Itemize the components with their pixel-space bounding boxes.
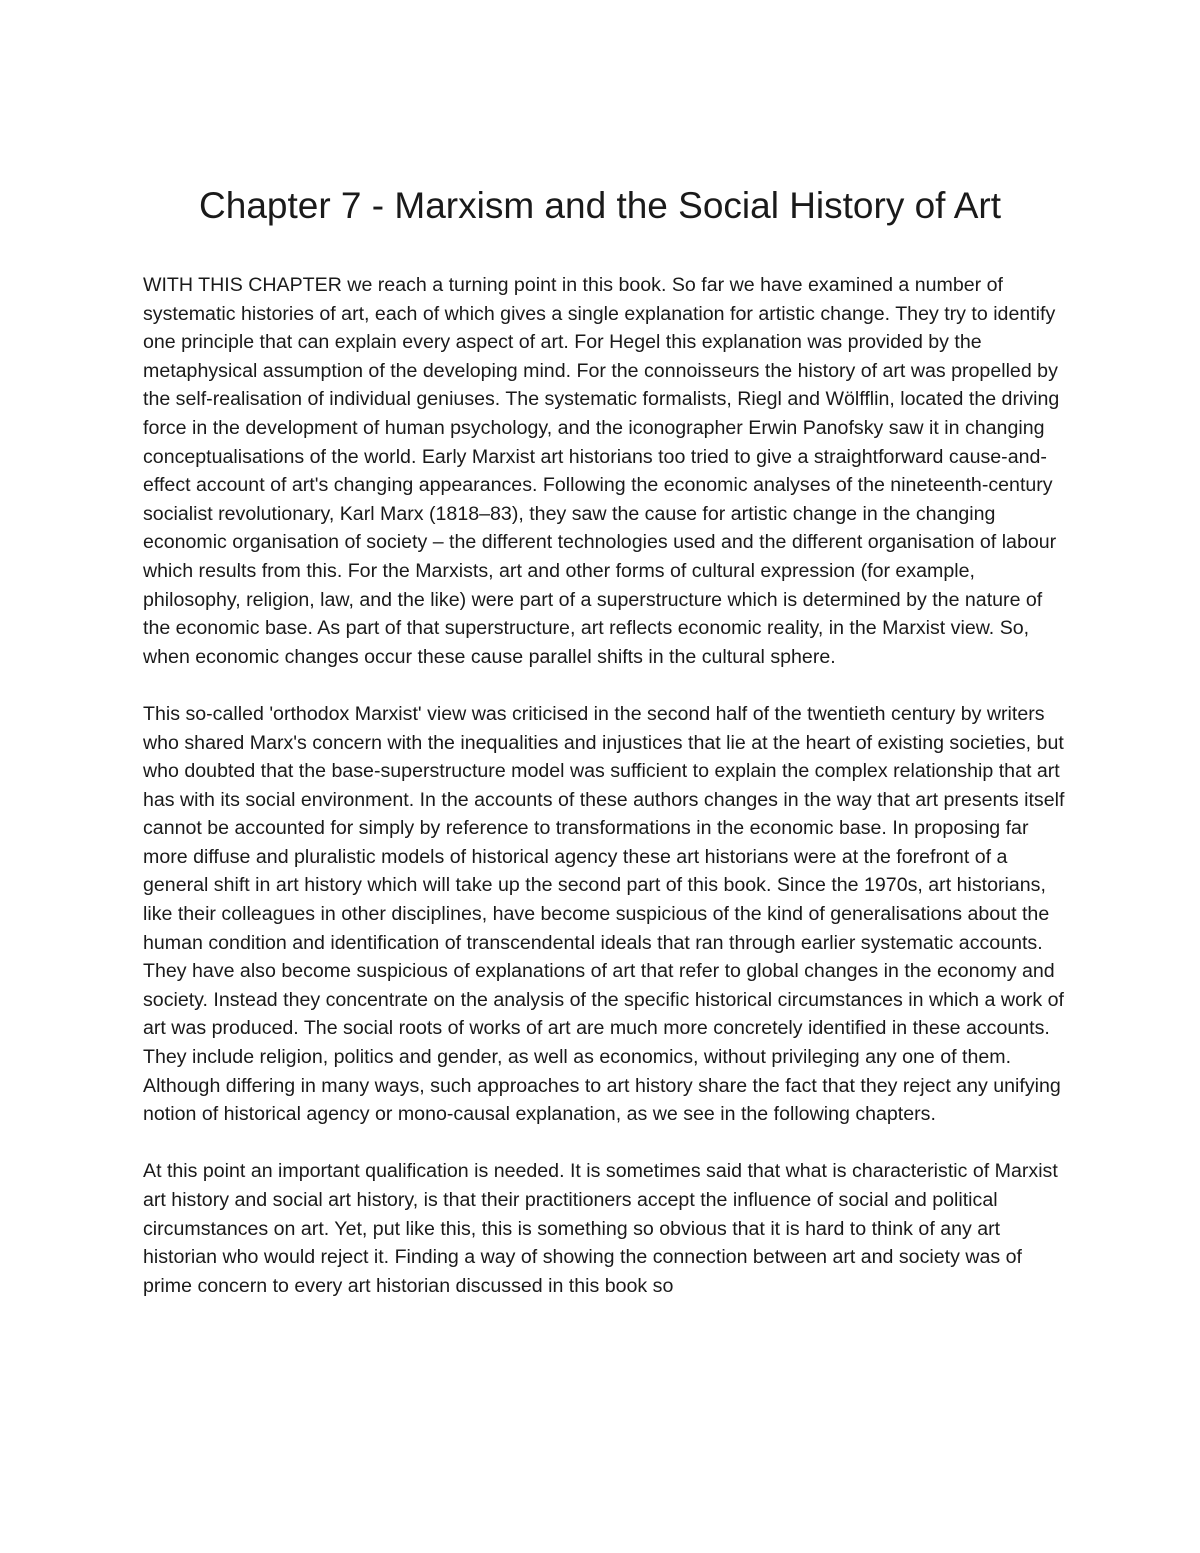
paragraph-2: This so-called 'orthodox Marxist' view was criticised in the second half of the twentieth century by writers who shared Marx's concern with the inequalities and injustices that lie at the heart of existing societies, but who doubted that the base-superstructure model was sufficient to explain the complex relationship that art has with its social environment. In the accounts of these authors changes in the way that art presents itself cannot be accounted for simply by reference to transformations in the economic base. In proposing far more diffuse and pluralistic models of historical agency these art historians were at the forefront of a general shift in art history which will take up the second part of this book. Since the 1970s, art historians, like their colleagues in other disciplines, have become suspicious of the kind of generalisations about the human condition and identification of transcendental ideals that ran through earlier systematic accounts. They have also become suspicious of explanations of art that refer to global changes in the economy and society. Instead they concentrate on the analysis of the specific historical circumstances in which a work of art was produced. The social roots of works of art are much more concretely identified in these accounts. They include religion, politics and gender, as well as economics, without privileging any one of them. Although differing in many ways, such approaches to art history share the fact that they reject any unifying notion of historical agency or mono-causal explanation, as we see in the following chapters. xyxy=(143,702,1065,1126)
paragraph-3: At this point an important qualification is needed. It is sometimes said that what is characteristic of Marxist art history and social art history, is that their practitioners accept the influence of social and political circumstances on art. Yet, put like this, this is something so obvious that it is hard to think of any art historian who would reject it. Finding a way of showing the connection between art and society was of prime concern to every art historian discussed in this book so xyxy=(143,1160,1058,1297)
paragraph-1: WITH THIS CHAPTER we reach a turning point in this book. So far we have examined a number of systematic histories of art, each of which gives a single explanation for artistic change. They try to identify one principle that can explain every aspect of art. For Hegel this explanation was provided by the metaphysical assumption of the developing mind. For the connoisseurs the history of art was propelled by the self-realisation of individual geniuses. The systematic formalists, Riegl and Wölfflin, located the driving force in the development of human psychology, and the iconographer Erwin Panofsky saw it in changing conceptualisations of the world. Early Marxist art historians too tried to give a straightforward cause-and-effect account of art's changing appearances. Following the economic analyses of the nineteenth-century socialist revolutionary, Karl Marx (1818–83), they saw the cause for artistic change in the changing economic organisation of society – the different technologies used and the different organisation of labour which results from this. For the Marxists, art and other forms of cultural expression (for example, philosophy, religion, law, and the like) were part of a superstructure which is determined by the nature of the economic base. As part of that superstructure, art reflects economic reality, in the Marxist view. So, when economic changes occur these cause parallel shifts in the cultural sphere. xyxy=(143,274,1060,668)
page-title: Chapter 7 - Marxism and the Social History of Art xyxy=(199,185,1001,226)
document-body xyxy=(143,271,1073,1329)
